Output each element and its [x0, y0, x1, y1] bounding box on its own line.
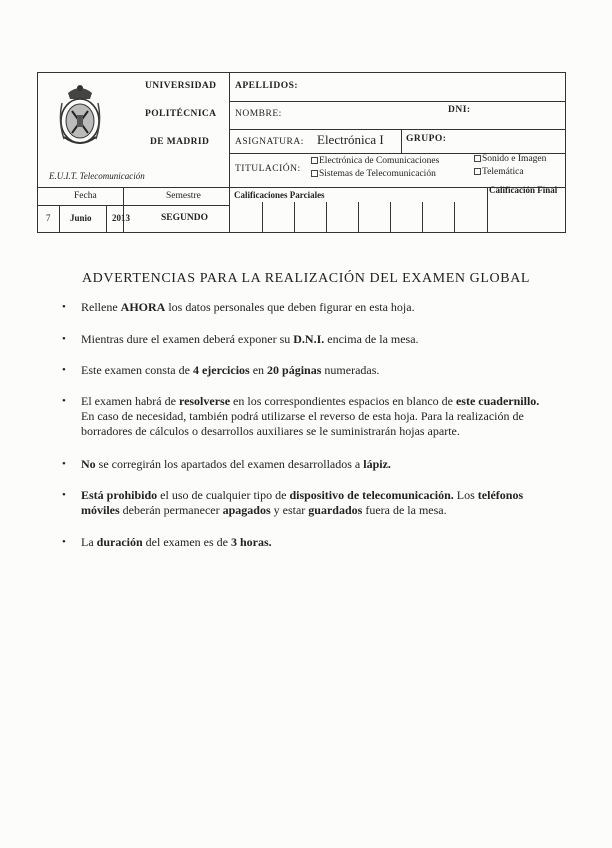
emphasis-text: D.N.I.	[293, 332, 325, 346]
bullet-icon: •	[62, 536, 66, 548]
nombre-label: NOMBRE:	[235, 109, 282, 119]
titulacion-option-sonido: Sonido e Imagen	[474, 154, 546, 164]
checkbox-icon[interactable]	[474, 155, 481, 162]
instruction-text: deberán permanecer	[119, 503, 223, 517]
emphasis-text: resolverse	[178, 394, 231, 408]
emphasis-text: teléfonos móviles	[81, 488, 524, 517]
grupo-label: GRUPO:	[406, 134, 447, 144]
emphasis-text: dispositivo de telecomunicación.	[289, 488, 454, 502]
instruction-text: En caso de necesidad, también podrá utilizarse el reverso de esta hoja. Para la realización de borradores de cálculos o desarrollos auxiliares se le suministrarán hojas aparte.	[81, 409, 524, 438]
instruction-text: El examen habrá de	[81, 394, 179, 408]
emphasis-text: apagados	[222, 503, 271, 517]
instruction-text: numeradas.	[321, 363, 380, 377]
titulacion-option-telematica: Telemática	[474, 167, 524, 177]
instruction-text: en	[249, 363, 268, 377]
calificacion-final-label: Calificación Final	[489, 185, 558, 195]
instruction-item	[62, 394, 552, 439]
bullet-icon: •	[62, 395, 66, 407]
checkbox-icon[interactable]	[474, 168, 481, 175]
instruction-text: y estar	[270, 503, 309, 517]
instruction-text: Mientras dure el examen deberá exponer su	[81, 332, 294, 346]
fecha-day: 7	[46, 213, 51, 223]
instruction-text: Rellene	[81, 300, 121, 314]
emphasis-text: este cuadernillo.	[455, 394, 540, 408]
instruction-item	[62, 457, 552, 472]
emphasis-text: Está prohibido	[81, 488, 158, 502]
emphasis-text: No	[81, 457, 96, 471]
university-name-line3: DE MADRID	[150, 137, 210, 147]
dni-label: DNI:	[448, 105, 471, 115]
titulacion-label: TITULACIÓN:	[235, 164, 301, 174]
bullet-icon: •	[62, 458, 66, 470]
checkbox-icon[interactable]	[311, 170, 318, 177]
instruction-text: Este examen consta de	[81, 363, 193, 377]
instruction-text: los datos personales que deben figurar en esta hoja.	[165, 300, 415, 314]
emphasis-text: 20 páginas	[267, 363, 322, 377]
emphasis-text: AHORA	[120, 300, 166, 314]
emphasis-text: guardados	[308, 503, 363, 517]
semestre-value: SEGUNDO	[161, 213, 208, 223]
fecha-label: Fecha	[74, 191, 97, 201]
page-title: ADVERTENCIAS PARA LA REALIZACIÓN DEL EXAMEN GLOBAL	[81, 271, 531, 286]
instructions-list	[62, 300, 552, 550]
bullet-icon: •	[62, 364, 66, 376]
calificaciones-parciales-label: Calificaciones Parciales	[234, 190, 325, 200]
titulacion-option-sistemas: Sistemas de Telecomunicación	[311, 169, 436, 179]
instruction-item	[62, 300, 552, 315]
instruction-text: encima de la mesa.	[324, 332, 419, 346]
university-name-line2: POLITÉCNICA	[145, 109, 217, 119]
emphasis-text: 3 horas.	[230, 535, 272, 549]
instruction-text: en los correspondientes espacios en blanco de	[230, 394, 456, 408]
bullet-icon: •	[62, 301, 66, 313]
instruction-item	[62, 332, 552, 347]
emphasis-text: lápiz.	[363, 457, 391, 471]
instruction-text: se corregirán los apartados del examen desarrollados a	[95, 457, 364, 471]
fecha-month: Junio	[70, 213, 92, 223]
instruction-text: La	[81, 535, 97, 549]
instruction-item	[62, 488, 552, 518]
apellidos-label: APELLIDOS:	[235, 81, 299, 91]
instruction-item	[62, 535, 552, 550]
instruction-text: Los	[453, 488, 478, 502]
university-name-line1: UNIVERSIDAD	[145, 81, 217, 91]
exam-header-table	[37, 72, 566, 233]
fecha-year: 2013	[112, 213, 130, 223]
semestre-label: Semestre	[166, 191, 201, 201]
asignatura-label: ASIGNATURA:	[235, 137, 304, 147]
emphasis-text: duración	[96, 535, 143, 549]
university-crest-icon	[56, 81, 104, 151]
school-name: E.U.I.T. Telecomunicación	[49, 171, 145, 181]
instruction-text: del examen es de	[142, 535, 231, 549]
instruction-text: el uso de cualquier tipo de	[157, 488, 290, 502]
emphasis-text: 4 ejercicios	[192, 363, 250, 377]
instruction-item	[62, 363, 552, 378]
asignatura-value: Electrónica I	[317, 132, 384, 147]
bullet-icon: •	[62, 333, 66, 345]
checkbox-icon[interactable]	[311, 157, 318, 164]
instruction-text: fuera de la mesa.	[362, 503, 447, 517]
bullet-icon: •	[62, 489, 66, 501]
titulacion-option-electronica: Electrónica de Comunicaciones	[311, 156, 439, 166]
